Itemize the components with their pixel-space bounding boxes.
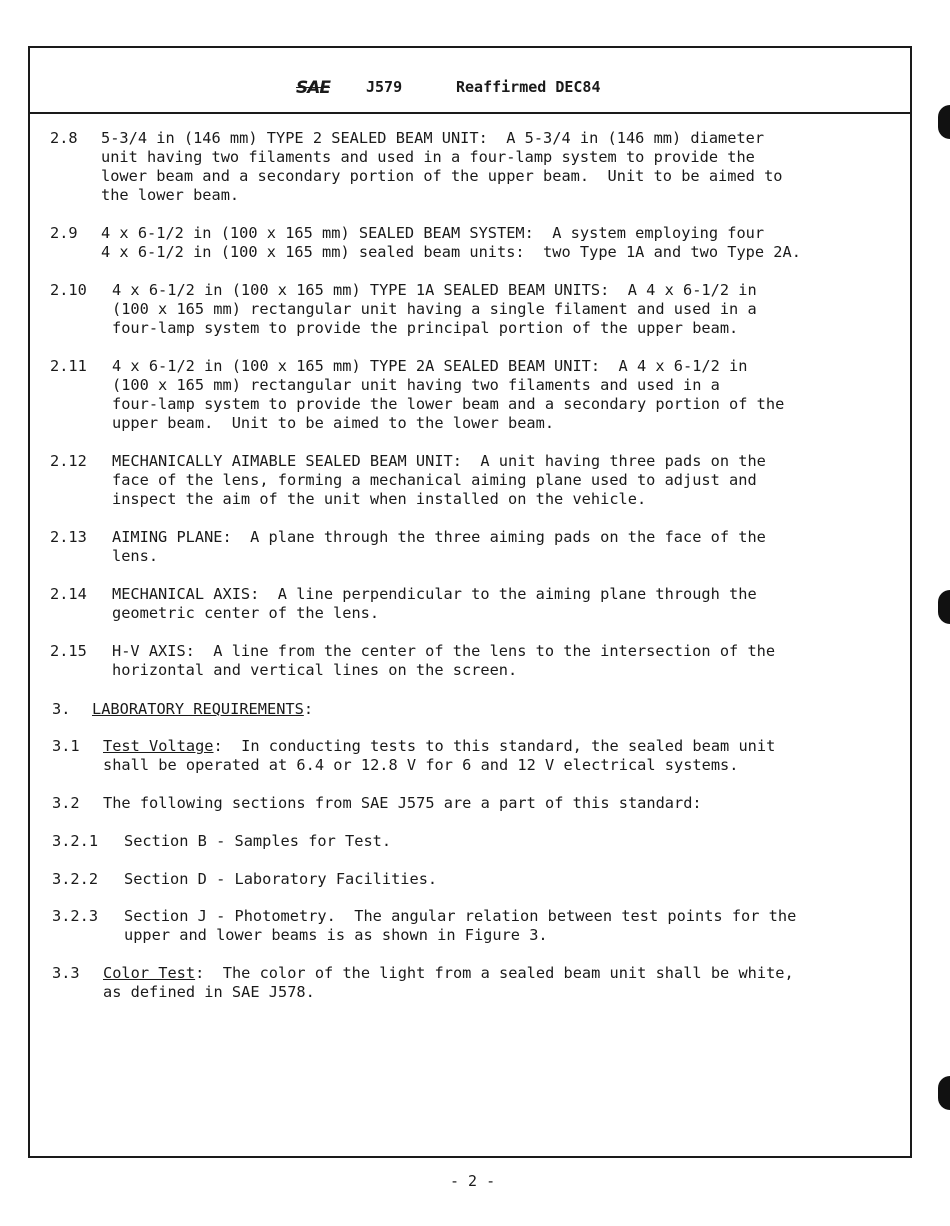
section-text-line: MECHANICALLY AIMABLE SEALED BEAM UNIT: A unit having three pads on the xyxy=(112,452,766,470)
section-number: 3.2.3 xyxy=(52,907,99,925)
section-number: 3.3 xyxy=(52,964,80,982)
section-text-line: 4 x 6-1/2 in (100 x 165 mm) TYPE 1A SEALED BEAM UNITS: A 4 x 6-1/2 in xyxy=(112,281,757,299)
binder-tab-mark xyxy=(938,105,950,139)
section-text-line: face of the lens, forming a mechanical aiming plane used to adjust and xyxy=(112,471,757,489)
section-text-line: four-lamp system to provide the lower beam and a secondary portion of the xyxy=(112,395,785,413)
section-text-line: four-lamp system to provide the principal portion of the upper beam. xyxy=(112,319,739,337)
section-number: 2.11 xyxy=(50,357,87,375)
section-text-line: upper and lower beams is as shown in Figure 3. xyxy=(124,926,548,944)
section-text-line: upper beam. Unit to be aimed to the lower beam. xyxy=(112,414,555,432)
section-text-line: 5-3/4 in (146 mm) TYPE 2 SEALED BEAM UNIT: A 5-3/4 in (146 mm) diameter xyxy=(101,129,765,147)
section-text-line: lens. xyxy=(112,547,159,565)
section-text-line xyxy=(103,964,794,983)
section-number: 2.14 xyxy=(50,585,87,603)
section-text-line: AIMING PLANE: A plane through the three aiming pads on the face of the xyxy=(112,528,766,546)
section-text-rest: : The color of the light from a sealed beam unit shall be white, xyxy=(195,964,794,982)
section-number: 2.13 xyxy=(50,528,87,546)
document-header xyxy=(30,48,910,114)
section-text-line: inspect the aim of the unit when installed on the vehicle. xyxy=(112,490,647,508)
section-number: 3.1 xyxy=(52,737,80,755)
section-text-line: Section D - Laboratory Facilities. xyxy=(124,870,438,888)
section-text-line: The following sections from SAE J575 are a part of this standard: xyxy=(103,794,702,812)
section-title: Test Voltage xyxy=(103,737,214,755)
sae-logo: SAE xyxy=(296,78,331,98)
section-text-line: lower beam and a secondary portion of the upper beam. Unit to be aimed to xyxy=(101,167,783,185)
section-number: 3.2.2 xyxy=(52,870,99,888)
binder-tab-mark xyxy=(938,590,950,624)
section-number: 3.2 xyxy=(52,794,80,812)
section-text-line xyxy=(103,737,775,756)
section-title: LABORATORY REQUIREMENTS xyxy=(92,700,304,718)
section-text-line: Section J - Photometry. The angular relation between test points for the xyxy=(124,907,797,925)
section-title-suffix: : xyxy=(303,700,314,718)
section-text-line: shall be operated at 6.4 or 12.8 V for 6 and 12 V electrical systems. xyxy=(103,756,739,774)
section-text-line: the lower beam. xyxy=(101,186,240,204)
section-text-line: (100 x 165 mm) rectangular unit having a single filament and used in a xyxy=(112,300,757,318)
document-status: Reaffirmed DEC84 xyxy=(456,78,601,96)
section-number: 3.2.1 xyxy=(52,832,99,850)
section-text-line: 4 x 6-1/2 in (100 x 165 mm) sealed beam units: two Type 1A and two Type 2A. xyxy=(101,243,801,261)
section-text-line: as defined in SAE J578. xyxy=(103,983,315,1001)
section-text-line: horizontal and vertical lines on the screen. xyxy=(112,661,518,679)
section-text-line: 4 x 6-1/2 in (100 x 165 mm) SEALED BEAM SYSTEM: A system employing four xyxy=(101,224,765,242)
section-text-rest: : In conducting tests to this standard, the sealed beam unit xyxy=(213,737,776,755)
document-number: J579 xyxy=(366,78,403,96)
section-text-line: MECHANICAL AXIS: A line perpendicular to the aiming plane through the xyxy=(112,585,757,603)
section-text-line: H-V AXIS: A line from the center of the lens to the intersection of the xyxy=(112,642,776,660)
section-number: 2.9 xyxy=(50,224,78,242)
section-number: 2.10 xyxy=(50,281,87,299)
section-text-line: unit having two filaments and used in a four-lamp system to provide the xyxy=(101,148,755,166)
section-text-line: 4 x 6-1/2 in (100 x 165 mm) TYPE 2A SEALED BEAM UNIT: A 4 x 6-1/2 in xyxy=(112,357,748,375)
section-number: 2.8 xyxy=(50,129,78,147)
section-text-line: geometric center of the lens. xyxy=(112,604,380,622)
section-text-line: (100 x 165 mm) rectangular unit having two filaments and used in a xyxy=(112,376,720,394)
section-title: Color Test xyxy=(103,964,196,982)
binder-tab-mark xyxy=(938,1076,950,1110)
section-text-line: Section B - Samples for Test. xyxy=(124,832,392,850)
page-number: - 2 - xyxy=(450,1172,496,1190)
section-heading xyxy=(92,700,313,719)
section-number: 2.15 xyxy=(50,642,87,660)
section-number: 3. xyxy=(52,700,71,718)
section-number: 2.12 xyxy=(50,452,87,470)
